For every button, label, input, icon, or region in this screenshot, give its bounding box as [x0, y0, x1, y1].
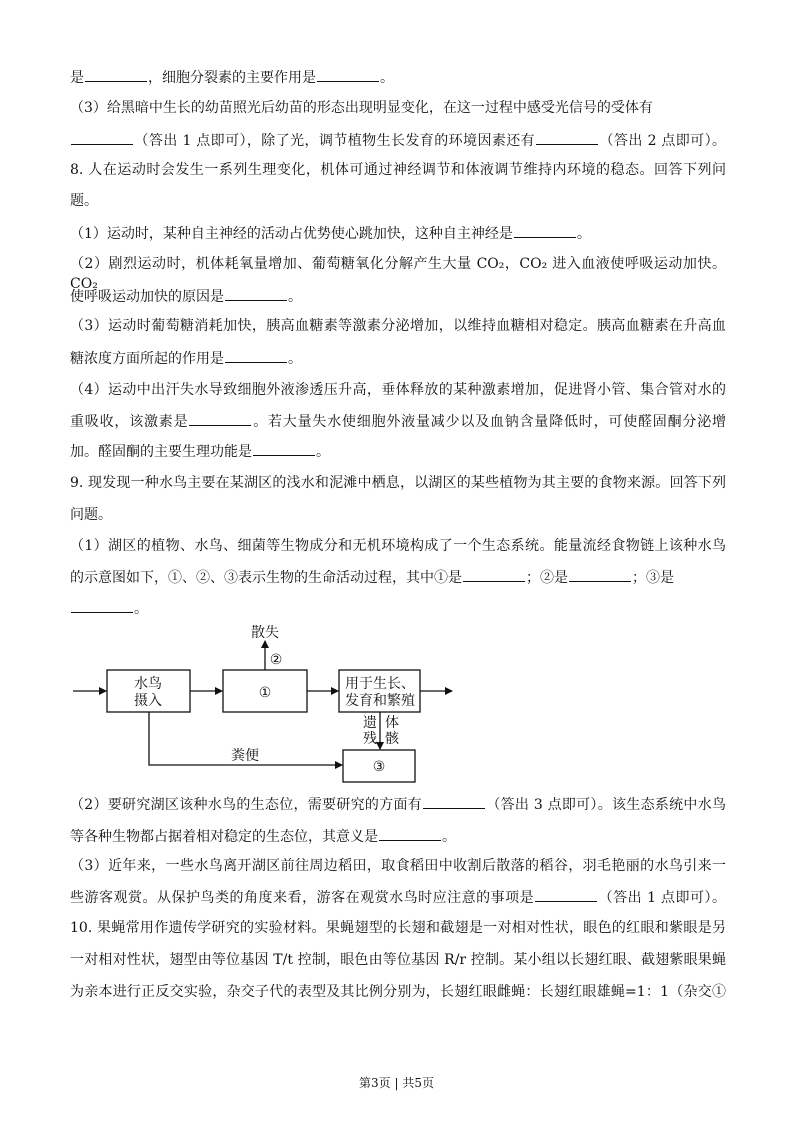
- text-segment: 。: [134, 601, 148, 617]
- text-segment: 8. 人在运动时会发生一系列生理变化，机体可通过神经调节和体液调节维持内环境的稳态。回答下列问: [70, 162, 726, 178]
- text-segment: 为亲本进行正反交实验，杂交子代的表型及其比例分别为，长翅红眼雌蝇：长翅红眼雄蝇=1：1（杂交①: [70, 984, 726, 1000]
- text-segment: ；②是: [526, 570, 568, 586]
- text-segment: 。: [288, 289, 302, 305]
- remains-label-4: 骸: [385, 731, 399, 747]
- text-segment: 是: [70, 70, 84, 86]
- text-segment: （2）要研究湖区该种水鸟的生态位，需要研究的方面有: [70, 797, 423, 813]
- text-segment: 使呼吸运动加快的原因是: [70, 289, 224, 305]
- text-line: [70, 316, 726, 336]
- feces-label: 粪便: [231, 748, 259, 764]
- answer-blank[interactable]: [253, 441, 315, 456]
- text-segment: 问题。: [70, 507, 112, 523]
- text-line: [70, 950, 726, 970]
- text-line: [70, 505, 726, 525]
- text-line: [70, 567, 726, 588]
- answer-blank[interactable]: [514, 223, 576, 238]
- text-segment: 题。: [70, 193, 98, 209]
- text-segment: 一对相对性状，翅型由等位基因 T/t 控制，眼色由等位基因 R/r 控制。某小组以长翅红眼、截翅紫眼果蝇: [70, 952, 726, 968]
- text-segment: （3）运动时葡萄糖消耗加快，胰高血糖素等激素分泌增加，以维持血糖相对稳定。胰高血糖素在升高血: [70, 318, 726, 334]
- text-segment: 。: [380, 70, 394, 86]
- text-line: [70, 887, 726, 908]
- text-segment: （1）运动时，某种自主神经的活动占优势使心跳加快，这种自主神经是: [70, 226, 513, 242]
- answer-blank[interactable]: [225, 286, 287, 301]
- text-segment: （4）运动中出汗失水导致细胞外液渗透压升高，垂体释放的某种激素增加，促进肾小管、集合管对水的: [70, 382, 726, 398]
- text-segment: （2）剧烈运动时，机体耗氧量增加、葡萄糖氧化分解产生大量 CO₂，CO₂ 进入血液使呼吸运动加快。CO₂: [70, 256, 726, 292]
- text-segment: 。: [316, 444, 330, 460]
- text-segment: 加。醛固酮的主要生理功能是: [70, 444, 252, 460]
- remains-label-3: 残: [363, 731, 377, 747]
- answer-blank[interactable]: [569, 567, 631, 582]
- answer-blank[interactable]: [317, 67, 379, 82]
- text-segment: ，细胞分裂素的主要作用是: [148, 70, 316, 86]
- label-2: ②: [269, 652, 283, 668]
- text-segment: （答出 1 点即可），除了光，调节植物生长发育的环境因素还有: [134, 133, 536, 149]
- text-line: [70, 191, 726, 211]
- text-segment: 。: [442, 829, 456, 845]
- growth-label-2: 发育和繁殖: [345, 693, 415, 709]
- text-segment: 等各种生物都占据着相对稳定的生态位，其意义是: [70, 829, 378, 845]
- text-line: [70, 411, 726, 432]
- text-segment: 些游客观赏。从保护鸟类的角度来看，游客在观赏水鸟时应注意的事项是: [70, 890, 535, 906]
- text-segment: （3）近年来，一些水鸟离开湖区前往周边稻田，取食稻田中收割后散落的稻谷，羽毛艳丽的水鸟引来一: [70, 858, 726, 874]
- text-line: [70, 982, 726, 1002]
- text-line: [70, 794, 726, 815]
- text-segment: （1）湖区的植物、水鸟、细菌等生物成分和无机环境构成了一个生态系统。能量流经食物链上该种水鸟: [70, 538, 726, 554]
- text-line: [70, 473, 726, 493]
- text-segment: 的示意图如下，①、②、③表示生物的生命活动过程，其中①是: [70, 570, 462, 586]
- page-footer: 第3页 | 共5页: [359, 1076, 434, 1090]
- answer-blank[interactable]: [85, 67, 147, 82]
- text-line: [70, 826, 726, 847]
- text-segment: 10. 果蝇常用作遗传学研究的实验材料。果蝇翅型的长翅和截翅是一对相对性状，眼色的红眼和紫眼是另: [70, 920, 726, 936]
- energy-flow-diagram: [0, 615, 793, 795]
- text-line: [70, 348, 726, 369]
- remains-label-2: 体: [385, 715, 399, 731]
- text-line: [70, 380, 726, 400]
- text-line: [70, 223, 726, 244]
- text-segment: 。: [288, 351, 302, 367]
- intake-label-1: 水鸟: [134, 676, 162, 692]
- answer-blank[interactable]: [71, 598, 133, 613]
- text-segment: 。: [576, 226, 591, 242]
- text-segment: 。若大量失水使细胞外液量减少以及血钠含量降低时，可使醛固酮分泌增: [252, 414, 727, 430]
- text-segment: 糖浓度方面所起的作用是: [70, 351, 224, 367]
- text-segment: （答出 2 点即可）。: [599, 133, 726, 149]
- text-line: [70, 441, 726, 462]
- text-line: [70, 286, 726, 307]
- answer-blank[interactable]: [536, 130, 598, 145]
- answer-blank[interactable]: [71, 130, 133, 145]
- text-segment: ；③是: [632, 570, 674, 586]
- text-segment: （3）给黑暗中生长的幼苗照光后幼苗的形态出现明显变化，在这一过程中感受光信号的受体有: [70, 100, 653, 116]
- answer-blank[interactable]: [535, 887, 597, 902]
- growth-label-1: 用于生长、: [345, 676, 415, 692]
- remains-label-1: 遗: [363, 715, 377, 731]
- text-line: [70, 98, 726, 118]
- answer-blank[interactable]: [379, 826, 441, 841]
- answer-blank[interactable]: [189, 411, 251, 426]
- box-1-label: ①: [258, 685, 272, 701]
- text-line: [70, 536, 726, 556]
- intake-label-2: 摄入: [134, 693, 162, 709]
- text-segment: （答出 3 点即可）。该生态系统中水鸟: [486, 797, 726, 813]
- text-segment: 9. 现发现一种水鸟主要在某湖区的浅水和泥滩中栖息，以湖区的某些植物为其主要的食物来源。回答下列: [70, 475, 726, 491]
- box-3-label: ③: [372, 759, 386, 775]
- loss-label: 散失: [251, 625, 279, 641]
- text-line: [70, 130, 726, 151]
- answer-blank[interactable]: [463, 567, 525, 582]
- text-segment: （答出 1 点即可）。: [598, 890, 726, 906]
- text-segment: 重吸收，该激素是: [70, 414, 189, 430]
- text-line: [70, 67, 726, 88]
- text-line: [70, 160, 726, 180]
- answer-blank[interactable]: [225, 348, 287, 363]
- text-line: [70, 856, 726, 876]
- answer-blank[interactable]: [423, 794, 485, 809]
- text-line: [70, 918, 726, 938]
